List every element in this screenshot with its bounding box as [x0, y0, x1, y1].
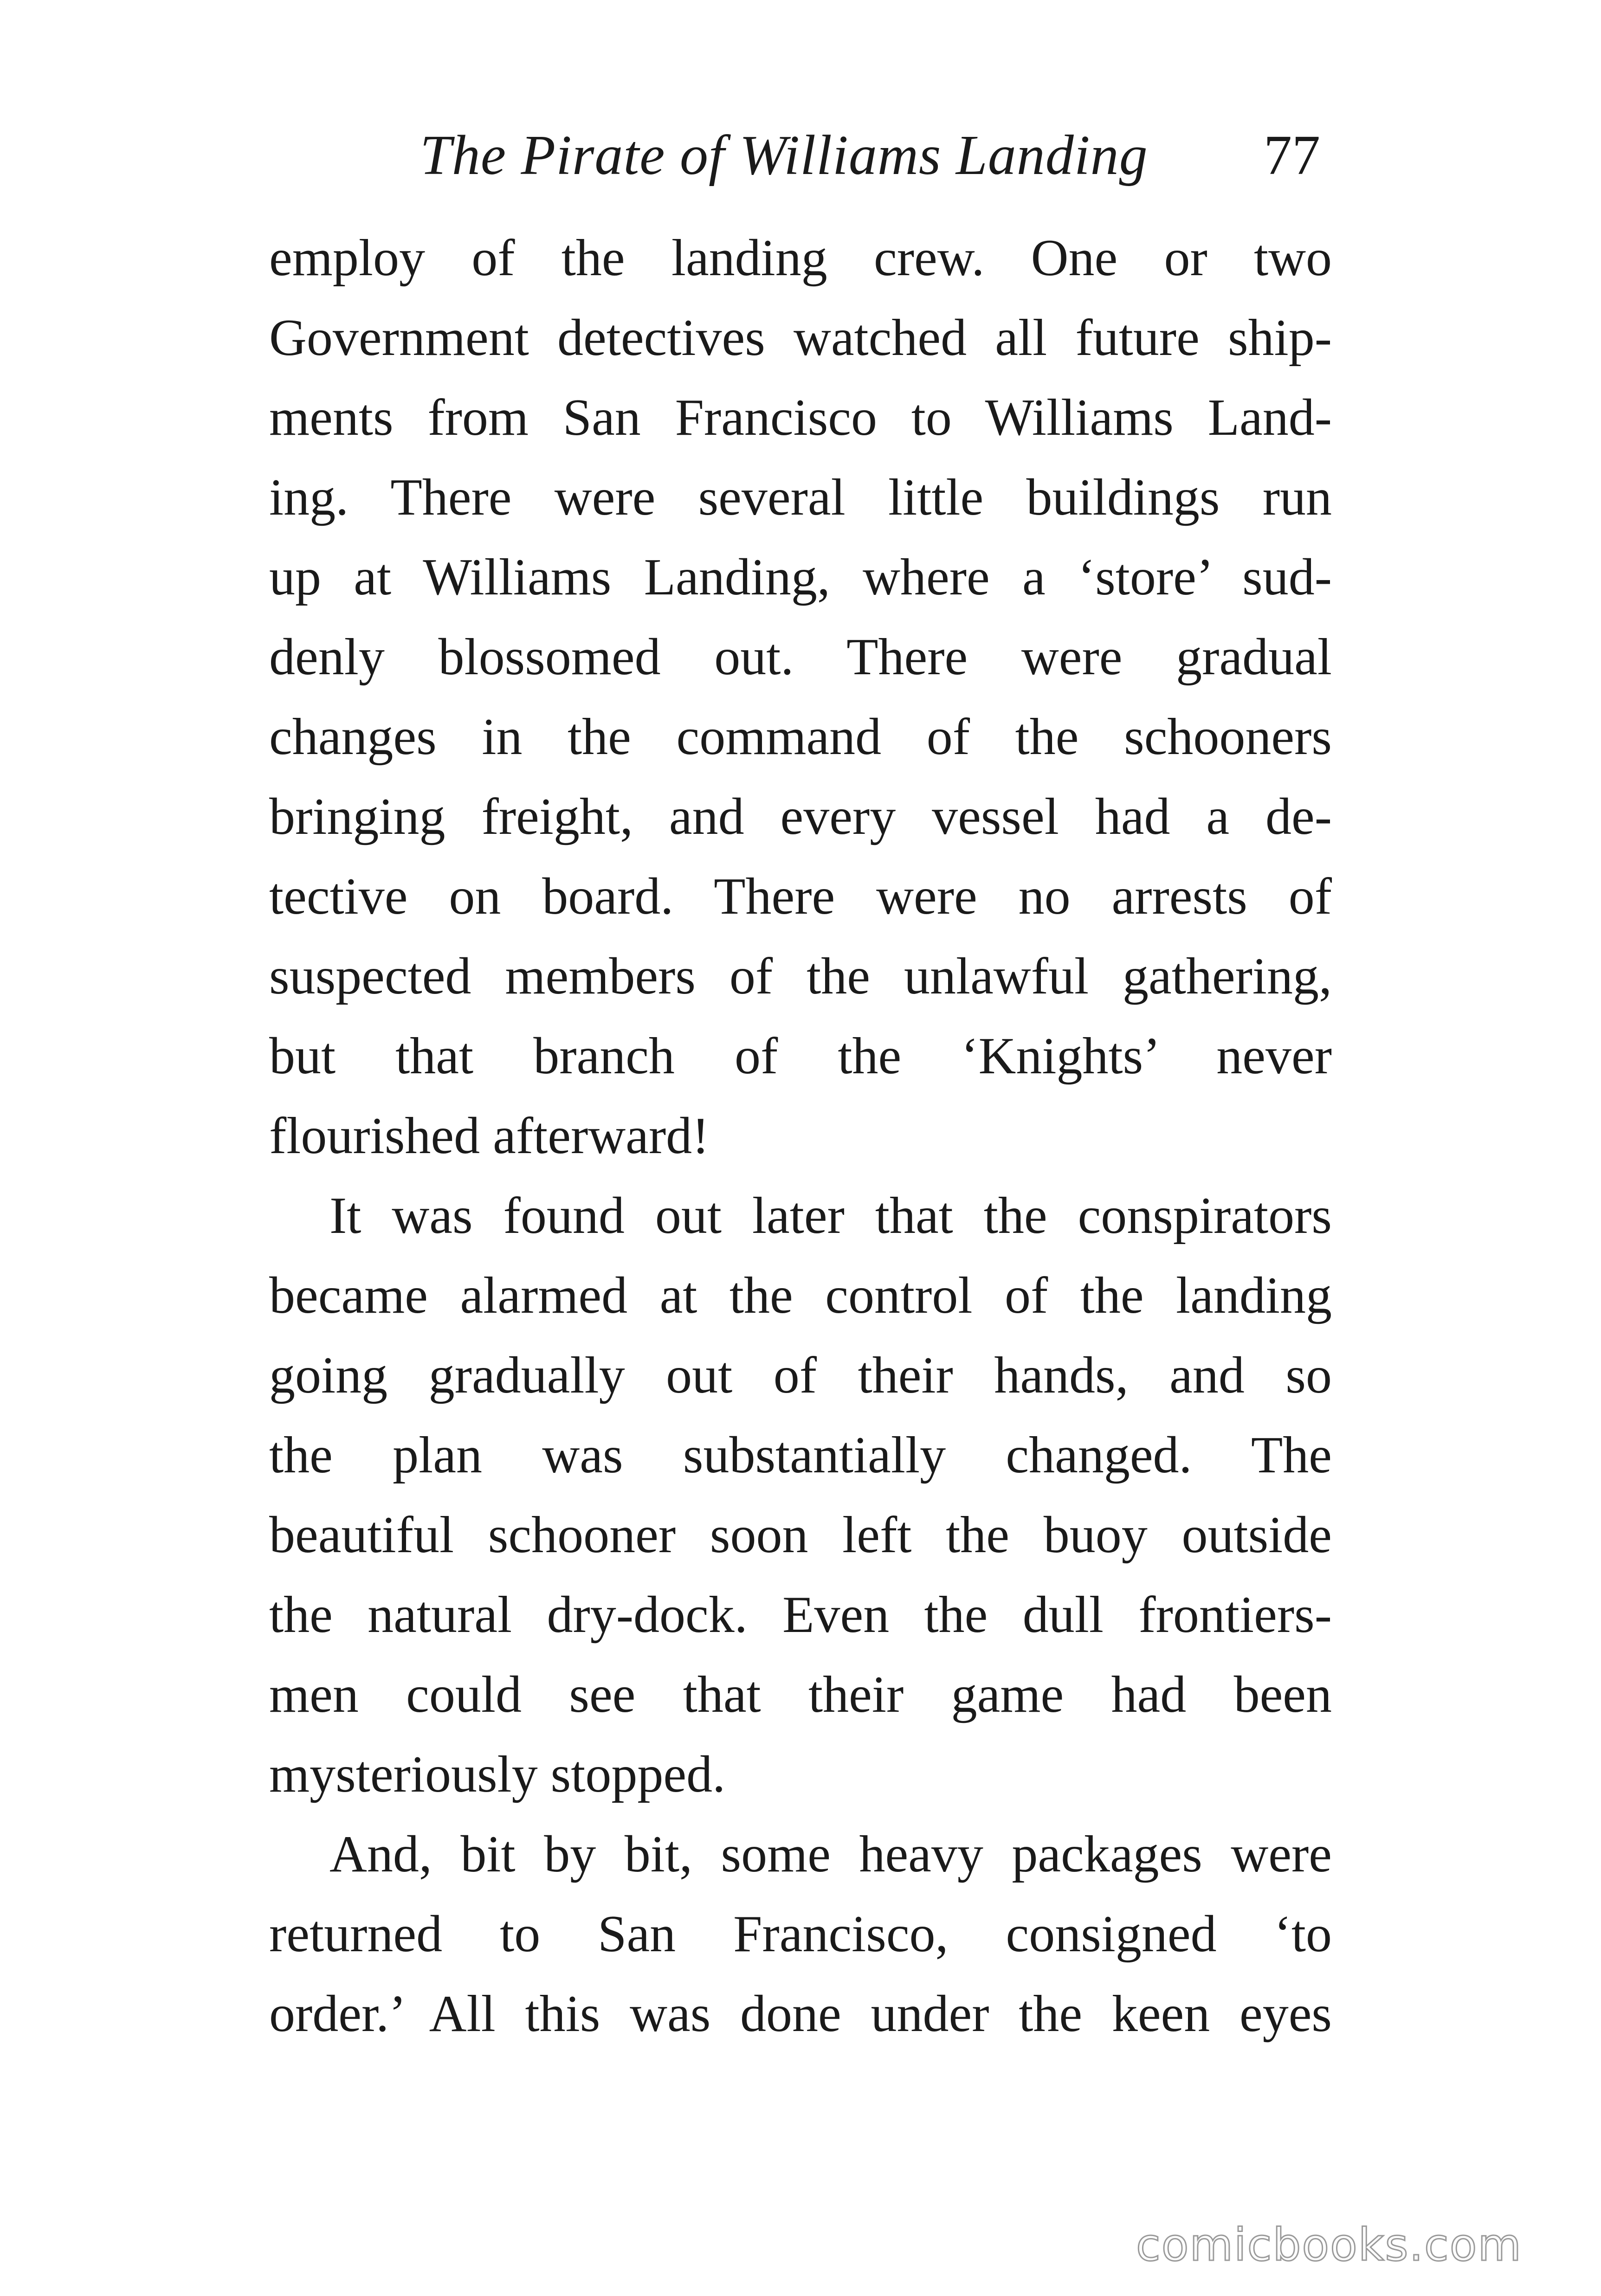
text-line: going gradually out of their hands, and so	[269, 1347, 1332, 1404]
text-line: the natural dry-dock. Even the dull frontiers-	[269, 1586, 1332, 1644]
text-line: ing. There were several little buildings run	[269, 469, 1332, 526]
paragraph-1	[269, 218, 1332, 1176]
text-line: returned to San Francisco, consigned ‘to	[269, 1905, 1332, 1963]
text-line: beautiful schooner soon left the buoy outside	[269, 1506, 1332, 1564]
text-line: became alarmed at the control of the landing	[269, 1267, 1332, 1324]
text-line: And, bit by bit, some heavy packages were	[329, 1825, 1332, 1883]
running-head	[269, 118, 1332, 193]
body-text	[269, 218, 1332, 2054]
text-line: tective on board. There were no arrests of	[269, 868, 1332, 925]
text-line: order.’ All this was done under the keen eyes	[269, 1985, 1332, 2043]
text-line: bringing freight, and every vessel had a de-	[269, 788, 1332, 845]
watermark-logo: comicbooks.com	[1136, 2219, 1522, 2271]
text-line: suspected members of the unlawful gathering,	[269, 948, 1332, 1005]
text-line: changes in the command of the schooners	[269, 708, 1332, 766]
running-title: The Pirate of Williams Landing	[420, 124, 1148, 187]
text-line: up at Williams Landing, where a ‘store’ sud-	[269, 548, 1332, 606]
text-line: It was found out later that the conspirators	[329, 1187, 1332, 1245]
text-line: ments from San Francisco to Williams Land-	[269, 389, 1332, 446]
text-line: employ of the landing crew. One or two	[269, 229, 1332, 287]
text-line: Government detectives watched all future ship-	[269, 309, 1332, 367]
text-line: but that branch of the ‘Knights’ never	[269, 1027, 1332, 1085]
paragraph-2	[269, 1176, 1332, 1814]
text-line: mysteriously stopped.	[269, 1746, 726, 1803]
text-line: the plan was substantially changed. The	[269, 1426, 1332, 1484]
paragraph-3	[269, 1814, 1332, 2054]
text-line: flourished afterward!	[269, 1107, 710, 1165]
text-line: men could see that their game had been	[269, 1666, 1332, 1723]
text-line: denly blossomed out. There were gradual	[269, 628, 1332, 686]
page-number: 77	[1264, 124, 1320, 187]
